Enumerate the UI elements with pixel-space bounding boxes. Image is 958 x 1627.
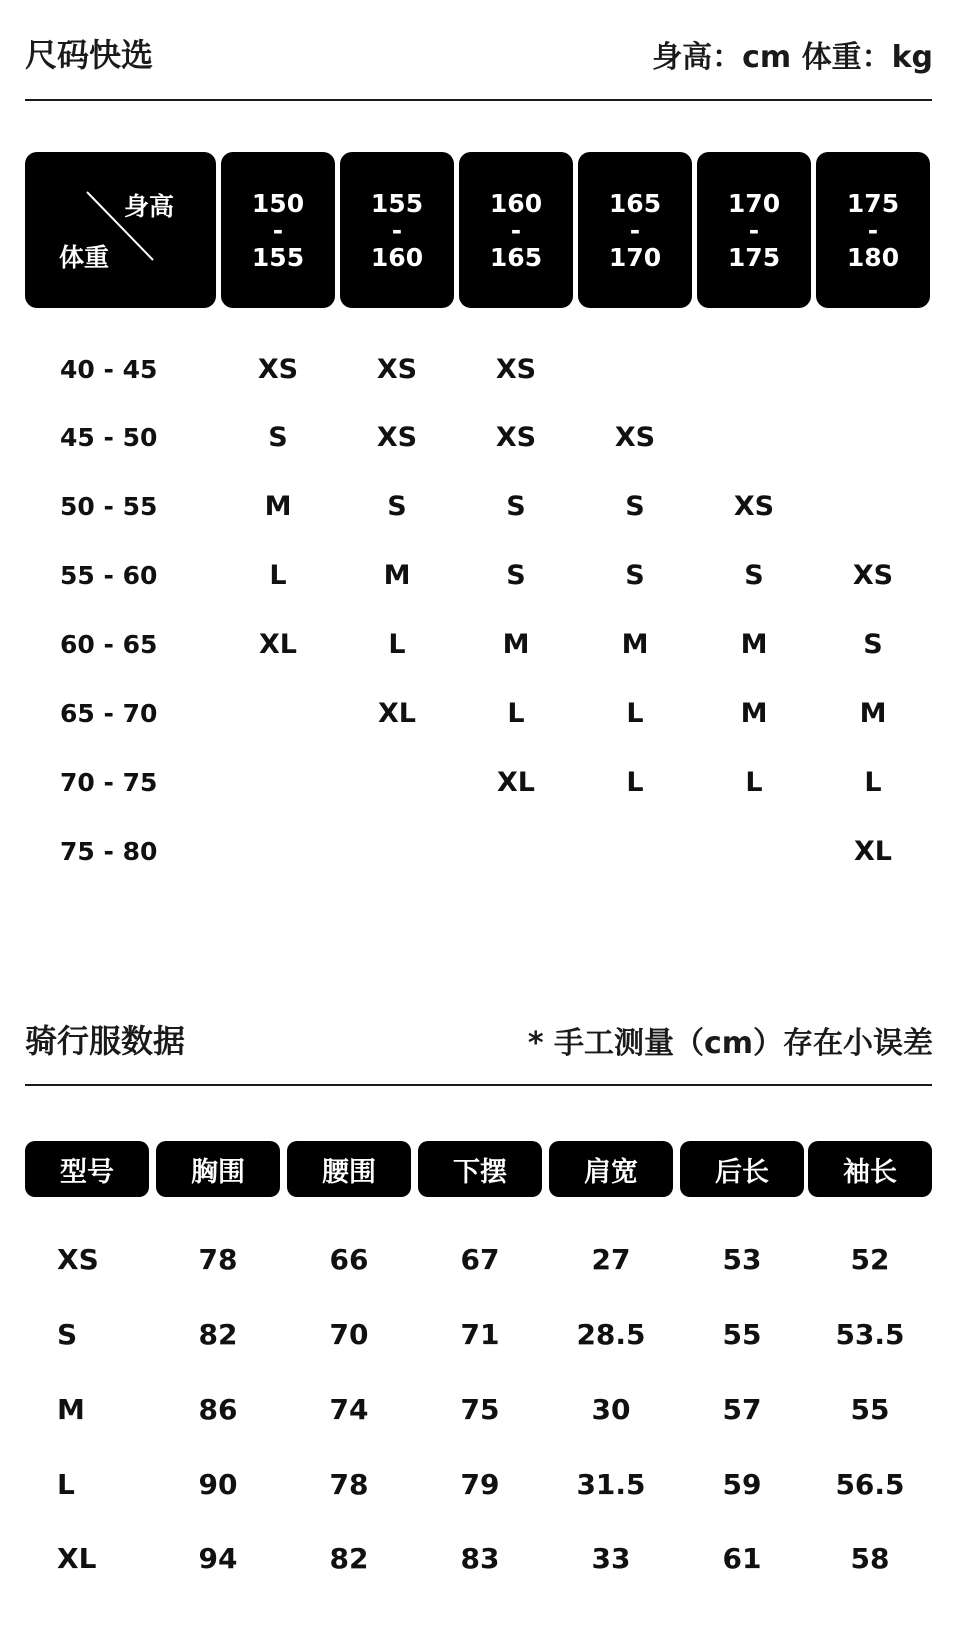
- size-cell: L: [626, 767, 644, 798]
- size-cell: M: [740, 629, 768, 660]
- measure-row: [0, 1238, 958, 1282]
- measure-value: 56.5: [835, 1468, 905, 1501]
- height-from: 165: [608, 188, 662, 218]
- measure-header-cell: 胸围: [156, 1141, 280, 1197]
- weight-row: [0, 487, 958, 527]
- measure-value: 94: [198, 1542, 238, 1575]
- size-cell: L: [626, 698, 644, 729]
- size-cell: XS: [733, 491, 775, 522]
- size-quick-title: 尺码快选: [25, 36, 154, 74]
- measure-header-cell: 后长: [680, 1141, 804, 1197]
- size-cell: M: [740, 698, 768, 729]
- measure-value: 59: [722, 1468, 762, 1501]
- size-cell: XL: [377, 698, 417, 729]
- weight-range: 50 - 55: [60, 492, 158, 521]
- size-cell: S: [625, 491, 645, 522]
- size-cell: XS: [495, 422, 537, 453]
- size-label: XS: [57, 1243, 99, 1276]
- measure-value: 52: [850, 1243, 890, 1276]
- weight-row: [0, 694, 958, 734]
- height-to: 170: [608, 242, 662, 272]
- measure-row: [0, 1463, 958, 1507]
- height-from: 160: [489, 188, 543, 218]
- height-dash: -: [867, 215, 879, 245]
- size-cell: XS: [376, 354, 418, 385]
- size-cell: M: [383, 560, 411, 591]
- measure-value: 30: [591, 1393, 631, 1426]
- weight-row: [0, 418, 958, 458]
- measure-value: 74: [329, 1393, 369, 1426]
- size-cell: XL: [853, 836, 893, 867]
- corner-header-cell: [25, 152, 216, 308]
- measure-note: * 手工测量（cm）存在小误差: [527, 1026, 933, 1061]
- measure-value: 78: [329, 1468, 369, 1501]
- size-cell: L: [864, 767, 882, 798]
- size-cell: M: [621, 629, 649, 660]
- height-dash: -: [391, 215, 403, 245]
- size-cell: L: [269, 560, 287, 591]
- size-label: L: [57, 1468, 75, 1501]
- measure-value: 31.5: [576, 1468, 646, 1501]
- measure-header-cell: 袖长: [808, 1141, 932, 1197]
- size-cell: L: [388, 629, 406, 660]
- weight-row: [0, 350, 958, 390]
- size-cell: L: [745, 767, 763, 798]
- height-dash: -: [510, 215, 522, 245]
- measure-row: [0, 1537, 958, 1581]
- measure-value: 75: [460, 1393, 500, 1426]
- size-cell: S: [625, 560, 645, 591]
- height-header-cell: [221, 152, 335, 308]
- height-to: 155: [251, 242, 305, 272]
- weight-range: 60 - 65: [60, 630, 158, 659]
- weight-row: [0, 625, 958, 665]
- height-header-cell: [697, 152, 811, 308]
- measure-value: 86: [198, 1393, 238, 1426]
- measure-header-cell: 腰围: [287, 1141, 411, 1197]
- size-cell: S: [268, 422, 288, 453]
- size-label: S: [57, 1318, 78, 1351]
- height-from: 175: [846, 188, 900, 218]
- size-cell: S: [506, 491, 526, 522]
- measure-value: 53.5: [835, 1318, 905, 1351]
- height-dash: -: [748, 215, 760, 245]
- size-cell: XS: [495, 354, 537, 385]
- size-cell: XL: [496, 767, 536, 798]
- measure-row: [0, 1388, 958, 1432]
- corner-height-label: 身高: [124, 192, 175, 221]
- height-header-cell: [578, 152, 692, 308]
- size-cell: M: [502, 629, 530, 660]
- units-note: 身高：cm 体重：kg: [652, 40, 933, 75]
- size-cell: M: [264, 491, 292, 522]
- measure-value: 61: [722, 1542, 762, 1575]
- measure-value: 27: [591, 1243, 631, 1276]
- measure-value: 55: [722, 1318, 762, 1351]
- measure-value: 33: [591, 1542, 631, 1575]
- height-header-cell: [340, 152, 454, 308]
- height-to: 160: [370, 242, 424, 272]
- measure-value: 28.5: [576, 1318, 646, 1351]
- size-cell: M: [859, 698, 887, 729]
- measure-value: 57: [722, 1393, 762, 1426]
- height-header-cell: [816, 152, 930, 308]
- size-cell: L: [507, 698, 525, 729]
- measure-value: 78: [198, 1243, 238, 1276]
- measure-value: 83: [460, 1542, 500, 1575]
- measure-value: 67: [460, 1243, 500, 1276]
- weight-range: 40 - 45: [60, 355, 158, 384]
- height-header-cell: [459, 152, 573, 308]
- corner-weight-label: 体重: [59, 243, 110, 272]
- height-dash: -: [629, 215, 641, 245]
- size-cell: S: [387, 491, 407, 522]
- size-cell: XS: [257, 354, 299, 385]
- diagonal-divider: [25, 152, 216, 308]
- weight-row: [0, 763, 958, 803]
- measure-header-cell: 下摆: [418, 1141, 542, 1197]
- measure-header-cell: 型号: [25, 1141, 149, 1197]
- measure-value: 55: [850, 1393, 890, 1426]
- height-dash: -: [272, 215, 284, 245]
- height-to: 165: [489, 242, 543, 272]
- size-cell: XS: [614, 422, 656, 453]
- size-cell: S: [744, 560, 764, 591]
- height-from: 155: [370, 188, 424, 218]
- weight-range: 75 - 80: [60, 837, 158, 866]
- height-to: 180: [846, 242, 900, 272]
- weight-range: 55 - 60: [60, 561, 158, 590]
- height-from: 170: [727, 188, 781, 218]
- measure-value: 53: [722, 1243, 762, 1276]
- measure-header-cell: 肩宽: [549, 1141, 673, 1197]
- size-cell: S: [506, 560, 526, 591]
- size-label: XL: [57, 1542, 97, 1575]
- measure-value: 66: [329, 1243, 369, 1276]
- size-cell: XS: [376, 422, 418, 453]
- measure-value: 71: [460, 1318, 500, 1351]
- size-cell: XS: [852, 560, 894, 591]
- height-from: 150: [251, 188, 305, 218]
- measure-value: 58: [850, 1542, 890, 1575]
- measure-value: 79: [460, 1468, 500, 1501]
- weight-range: 65 - 70: [60, 699, 158, 728]
- divider: [25, 1084, 932, 1086]
- height-to: 175: [727, 242, 781, 272]
- weight-range: 70 - 75: [60, 768, 158, 797]
- size-label: M: [57, 1393, 85, 1426]
- weight-row: [0, 832, 958, 872]
- measure-value: 90: [198, 1468, 238, 1501]
- size-cell: XL: [258, 629, 298, 660]
- measure-value: 82: [198, 1318, 238, 1351]
- weight-range: 45 - 50: [60, 423, 158, 452]
- measure-value: 82: [329, 1542, 369, 1575]
- divider: [25, 99, 932, 101]
- weight-row: [0, 556, 958, 596]
- size-cell: S: [863, 629, 883, 660]
- measure-title: 骑行服数据: [25, 1022, 186, 1060]
- measure-row: [0, 1313, 958, 1357]
- measure-value: 70: [329, 1318, 369, 1351]
